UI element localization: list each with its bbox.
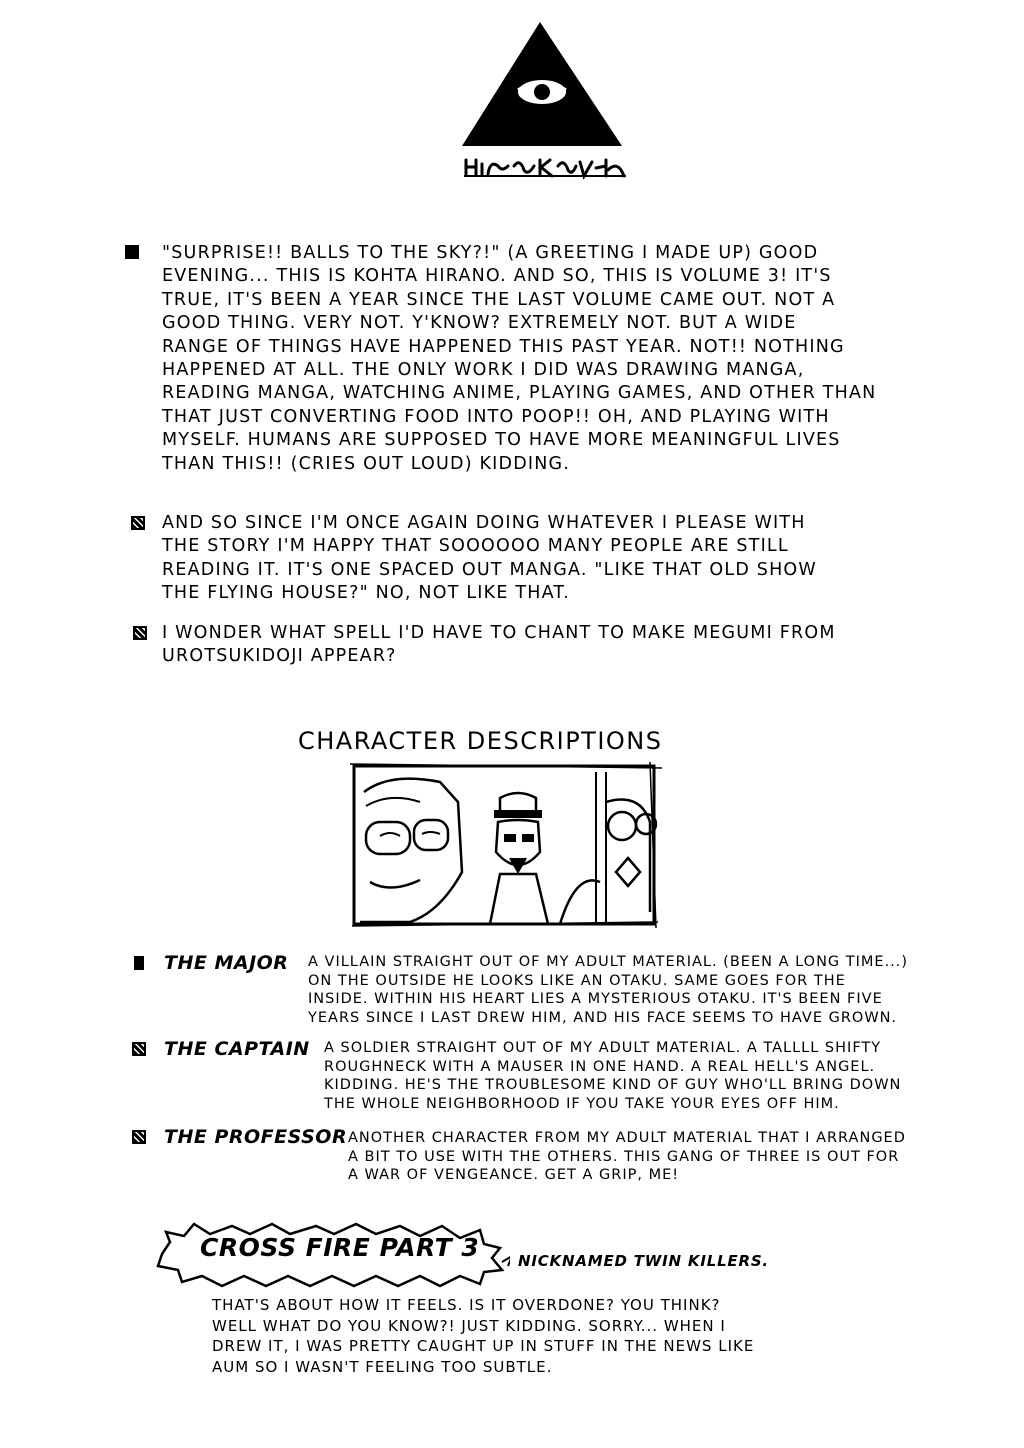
text-line: TRUE, IT'S BEEN A YEAR SINCE THE LAST VOLUME CAME OUT. NOT A xyxy=(162,289,836,310)
section-heading: CHARACTER DESCRIPTIONS xyxy=(298,727,663,755)
bullet-marker xyxy=(125,245,139,259)
text-line: A WAR OF VENGEANCE. GET A GRIP, ME! xyxy=(348,1167,680,1184)
text-line: READING IT. IT'S ONE SPACED OUT MANGA. "LIKE THAT OLD SHOW xyxy=(162,559,817,580)
intro-paragraph-1 xyxy=(162,242,876,476)
text-line: GOOD THING. VERY NOT. Y'KNOW? EXTREMELY NOT. BUT A WIDE xyxy=(162,313,797,334)
chapter-notes xyxy=(212,1295,754,1377)
text-line: ON THE OUTSIDE HE LOOKS LIKE AN OTAKU. SAME GOES FOR THE xyxy=(308,972,846,989)
text-line: THE STORY I'M HAPPY THAT SOOOOOO MANY PEOPLE ARE STILL xyxy=(162,536,789,557)
text-line: EVENING... THIS IS KOHTA HIRANO. AND SO, THIS IS VOLUME 3! IT'S xyxy=(162,266,832,287)
text-line: RANGE OF THINGS HAVE HAPPENED THIS PAST YEAR. NOT!! NOTHING xyxy=(162,336,845,357)
character-description-professor xyxy=(348,1129,906,1185)
text-line: INSIDE. WITHIN HIS HEART LIES A MYSTERIOUS OTAKU. IT'S BEEN FIVE xyxy=(308,991,883,1008)
text-line: A SOLDIER STRAIGHT OUT OF MY ADULT MATERIAL. A TALLLL SHIFTY xyxy=(324,1040,882,1056)
text-line: HAPPENED AT ALL. THE ONLY WORK I DID WAS DRAWING MANGA, xyxy=(162,360,805,381)
chapter-title: CROSS FIRE PART 3 xyxy=(200,1233,480,1262)
text-line: UROTSUKIDOJI APPEAR? xyxy=(162,646,397,667)
logo xyxy=(458,20,628,182)
text-line: WELL WHAT DO YOU KNOW?! JUST KIDDING. SORRY... WHEN I xyxy=(212,1316,726,1335)
chapter-nickname: NICKNAMED TWIN KILLERS. xyxy=(518,1252,769,1270)
text-line: THAT'S ABOUT HOW IT FEELS. IS IT OVERDONE? YOU THINK? xyxy=(212,1296,721,1314)
text-line: "SURPRISE!! BALLS TO THE SKY?!" (A GREETING I MADE UP) GOOD xyxy=(162,243,819,263)
text-line: I WONDER WHAT SPELL I'D HAVE TO CHANT TO MAKE MEGUMI FROM xyxy=(162,623,836,643)
bullet-marker xyxy=(134,956,144,970)
text-line: AUM SO I WASN'T FEELING TOO SUBTLE. xyxy=(212,1357,553,1376)
text-line: MYSELF. HUMANS ARE SUPPOSED TO HAVE MORE MEANINGFUL LIVES xyxy=(162,430,841,451)
text-line: READING MANGA, WATCHING ANIME, PLAYING GAMES, AND OTHER THAN xyxy=(162,383,877,404)
character-name-captain: THE CAPTAIN xyxy=(164,1038,310,1060)
character-sketch-image xyxy=(350,762,662,930)
character-name-major: THE MAJOR xyxy=(164,952,289,974)
intro-paragraph-3 xyxy=(162,622,836,669)
text-line: THE WHOLE NEIGHBORHOOD IF YOU TAKE YOUR EYES OFF HIM. xyxy=(324,1095,840,1112)
text-line: THAT JUST CONVERTING FOOD INTO POOP!! OH, AND PLAYING WITH xyxy=(162,406,830,427)
bullet-marker xyxy=(132,1042,146,1056)
bullet-marker xyxy=(132,1130,146,1144)
bullet-marker xyxy=(131,516,145,530)
text-line: ANOTHER CHARACTER FROM MY ADULT MATERIAL THAT I ARRANGED xyxy=(348,1130,906,1146)
text-line: THE FLYING HOUSE?" NO, NOT LIKE THAT. xyxy=(162,583,570,604)
intro-paragraph-2 xyxy=(162,512,817,606)
character-sketch-panel xyxy=(350,762,662,930)
character-description-captain xyxy=(324,1039,901,1113)
eye-in-pyramid-icon xyxy=(458,20,628,182)
text-line: DREW IT, I WAS PRETTY CAUGHT UP IN STUFF IN THE NEWS LIKE xyxy=(212,1337,755,1355)
text-line: AND SO SINCE I'M ONCE AGAIN DOING WHATEVER I PLEASE WITH xyxy=(162,513,806,533)
text-line: A BIT TO USE WITH THE OTHERS. THIS GANG OF THREE IS OUT FOR xyxy=(348,1148,900,1165)
bullet-marker xyxy=(133,626,147,640)
text-line: THAN THIS!! (CRIES OUT LOUD) KIDDING. xyxy=(162,453,571,474)
text-line: ROUGHNECK WITH A MAUSER IN ONE HAND. A REAL HELL'S ANGEL. xyxy=(324,1058,876,1075)
character-name-professor: THE PROFESSOR xyxy=(164,1126,348,1148)
character-description-major xyxy=(308,953,908,1027)
text-line: YEARS SINCE I LAST DREW HIM, AND HIS FACE SEEMS TO HAVE GROWN. xyxy=(308,1009,898,1026)
text-line: A VILLAIN STRAIGHT OUT OF MY ADULT MATERIAL. (BEEN A LONG TIME...) xyxy=(308,954,909,970)
text-line: KIDDING. HE'S THE TROUBLESOME KIND OF GUY WHO'LL BRING DOWN xyxy=(324,1077,902,1094)
